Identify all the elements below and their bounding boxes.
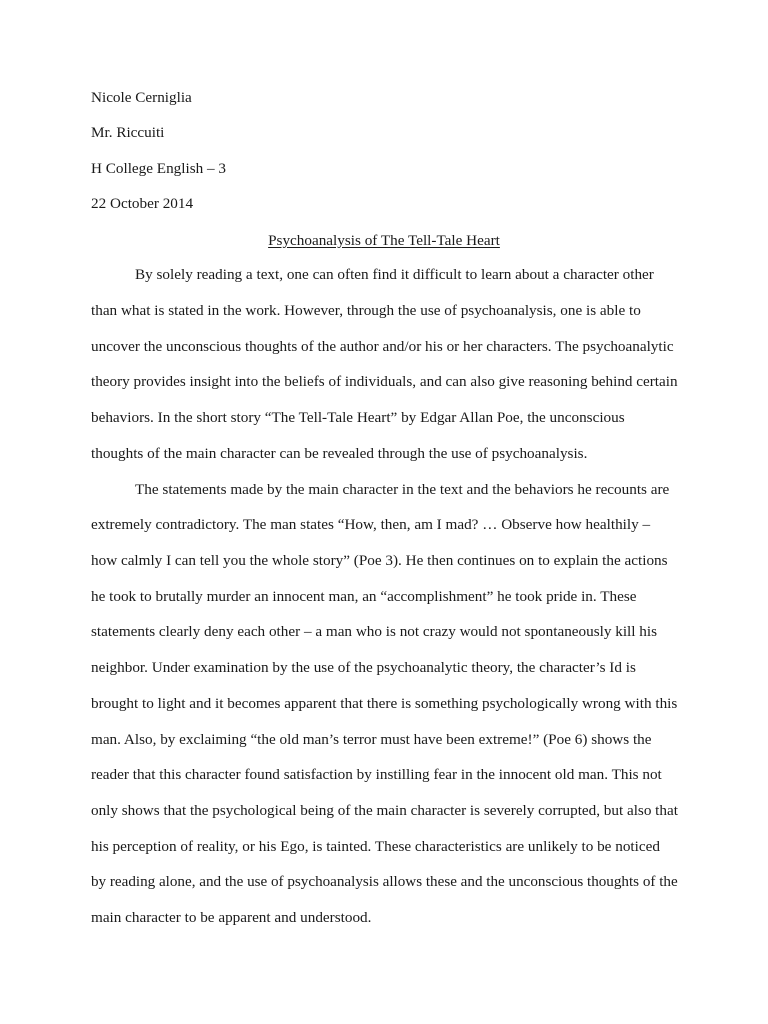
paragraph-line: thoughts of the main character can be revealed through the use of psychoanalysis. [91, 445, 588, 462]
teacher-name: Mr. Riccuiti [91, 124, 165, 141]
paragraph-line: only shows that the psychological being of the main character is severely corrupted, but also that [91, 802, 678, 819]
paragraph-line: he took to brutally murder an innocent man, an “accomplishment” he took pride in. These [91, 588, 637, 605]
essay-date: 22 October 2014 [91, 195, 194, 212]
paragraph-line: By solely reading a text, one can often find it difficult to learn about a character other [135, 266, 654, 283]
paragraph-line: extremely contradictory. The man states “How, then, am I mad? … Observe how healthily – [91, 516, 651, 533]
paragraph-line: brought to light and it becomes apparent that there is something psychologically wrong with this [91, 695, 678, 712]
paragraph-line: neighbor. Under examination by the use of the psychoanalytic theory, the character’s Id is [91, 659, 636, 676]
paragraph-line: his perception of reality, or his Ego, is tainted. These characteristics are unlikely to be noticed [91, 838, 660, 855]
author-name: Nicole Cerniglia [91, 89, 192, 106]
paragraph-line: than what is stated in the work. However, through the use of psychoanalysis, one is able to [91, 302, 641, 319]
paragraph-line: reader that this character found satisfaction by instilling fear in the innocent old man. This not [91, 766, 662, 783]
paragraph-line: main character to be apparent and understood. [91, 909, 372, 926]
paragraph-line: behaviors. In the short story “The Tell-Tale Heart” by Edgar Allan Poe, the unconscious [91, 409, 625, 426]
paragraph-line: theory provides insight into the beliefs of individuals, and can also give reasoning behind certain [91, 373, 678, 390]
essay-title: Psychoanalysis of The Tell-Tale Heart [268, 232, 500, 249]
paragraph-line: The statements made by the main character in the text and the behaviors he recounts are [135, 481, 670, 498]
course-name: H College English – 3 [91, 160, 226, 177]
paragraph-line: statements clearly deny each other – a man who is not crazy would not spontaneously kill his [91, 623, 658, 640]
paragraph-line: how calmly I can tell you the whole story” (Poe 3). He then continues on to explain the actions [91, 552, 668, 569]
paragraph-line: man. Also, by exclaiming “the old man’s terror must have been extreme!” (Poe 6) shows the [91, 731, 652, 748]
paragraph-line: by reading alone, and the use of psychoanalysis allows these and the unconscious thoughts of the [91, 873, 678, 890]
paragraph-line: uncover the unconscious thoughts of the author and/or his or her characters. The psychoanalytic [91, 338, 674, 355]
